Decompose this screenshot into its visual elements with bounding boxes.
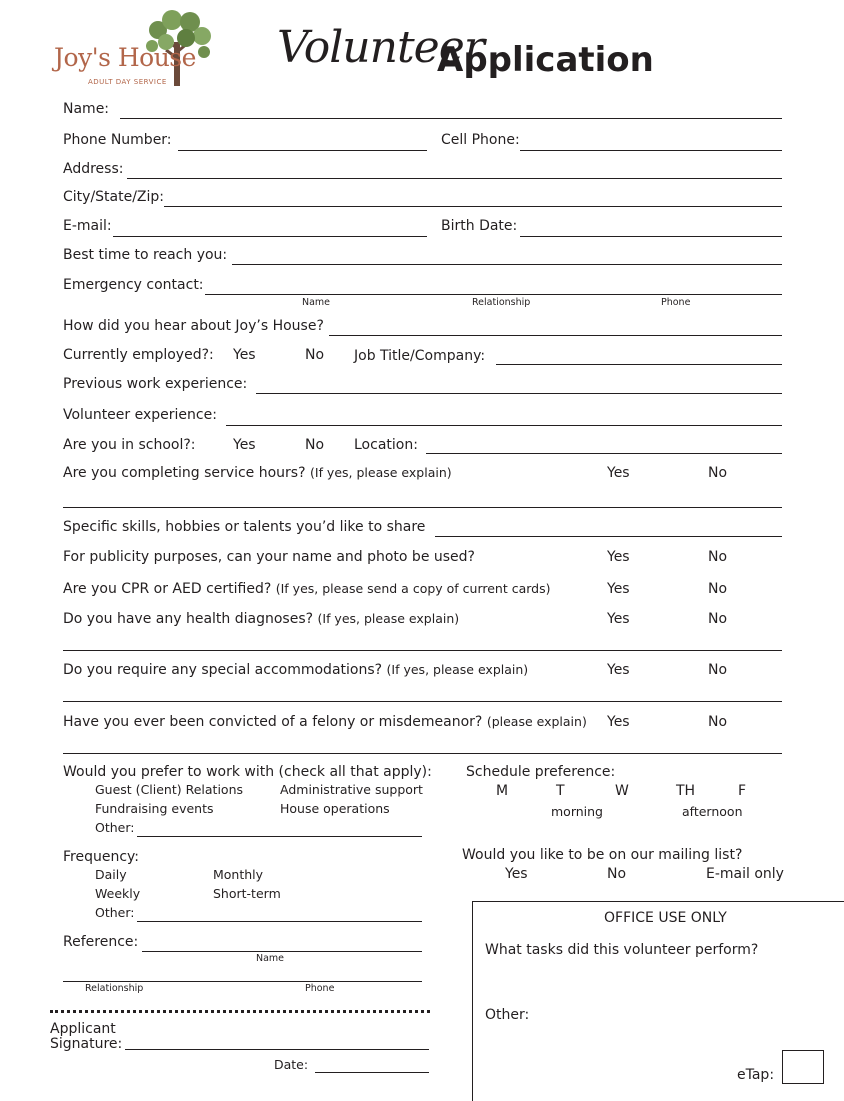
employed-label: Currently employed?:: [63, 347, 214, 363]
reference-contact-field[interactable]: [63, 981, 422, 982]
best-time-label: Best time to reach you:: [63, 247, 228, 263]
hear-field[interactable]: [329, 335, 782, 336]
skills-label: Specific skills, hobbies or talents you’d like to share: [63, 519, 426, 535]
publicity-label: For publicity purposes, can your name and photo be used?: [63, 549, 475, 565]
signature-label-line2: Signature:: [50, 1036, 123, 1052]
skills-field[interactable]: [435, 536, 782, 537]
service-hours-no[interactable]: No: [708, 465, 728, 481]
publicity-no[interactable]: No: [708, 549, 728, 565]
date-field[interactable]: [315, 1072, 429, 1073]
office-heading: OFFICE USE ONLY: [604, 910, 727, 926]
mailing-no[interactable]: No: [607, 866, 627, 882]
felony-yes[interactable]: Yes: [607, 714, 630, 730]
health-question: Do you have any health diagnoses?: [63, 611, 314, 627]
health-note: (If yes, please explain): [317, 611, 460, 626]
accommodations-note: (If yes, please explain): [386, 662, 529, 677]
schedule-heading: Schedule preference:: [466, 764, 616, 780]
reference-relationship-caption: Relationship: [85, 983, 144, 994]
office-other-label: Other:: [485, 1007, 530, 1023]
address-field[interactable]: [127, 178, 782, 179]
cpr-question: Are you CPR or AED certified?: [63, 581, 272, 597]
prefer-fundraising[interactable]: Fundraising events: [95, 801, 214, 816]
birth-label: Birth Date:: [441, 218, 518, 234]
signature-label-line1: Applicant: [50, 1021, 116, 1037]
health-yes[interactable]: Yes: [607, 611, 630, 627]
prefer-other-label: Other:: [95, 820, 135, 835]
dotted-divider: [50, 1010, 430, 1013]
service-hours-yes[interactable]: Yes: [607, 465, 630, 481]
emergency-phone-caption: Phone: [661, 297, 691, 308]
title-main: Application: [437, 40, 654, 80]
service-hours-question: Are you completing service hours?: [63, 465, 306, 481]
frequency-other-label: Other:: [95, 905, 135, 920]
birth-field[interactable]: [520, 236, 782, 237]
vol-exp-field[interactable]: [226, 425, 782, 426]
health-no[interactable]: No: [708, 611, 728, 627]
felony-question: Have you ever been convicted of a felony or misdemeanor?: [63, 714, 483, 730]
job-field[interactable]: [496, 364, 782, 365]
prev-work-field[interactable]: [256, 393, 782, 394]
etap-label: eTap:: [737, 1067, 775, 1083]
frequency-heading: Frequency:: [63, 849, 140, 865]
emergency-field[interactable]: [205, 294, 782, 295]
logo-tagline: ADULT DAY SERVICE: [88, 78, 167, 86]
schedule-day-w[interactable]: W: [615, 783, 629, 799]
date-label: Date:: [274, 1057, 309, 1072]
prefer-house[interactable]: House operations: [280, 801, 390, 816]
frequency-short-term[interactable]: Short-term: [213, 886, 281, 901]
reference-label: Reference:: [63, 934, 139, 950]
cpr-label: [63, 581, 551, 597]
emergency-label: Emergency contact:: [63, 277, 204, 293]
frequency-weekly[interactable]: Weekly: [95, 886, 141, 901]
publicity-yes[interactable]: Yes: [607, 549, 630, 565]
felony-note: (please explain): [486, 714, 587, 729]
reference-name-caption: Name: [256, 953, 285, 964]
phone-field[interactable]: [178, 150, 427, 151]
prefer-other-field[interactable]: [137, 836, 422, 837]
schedule-day-th[interactable]: TH: [676, 783, 696, 799]
schedule-day-m[interactable]: M: [496, 783, 509, 799]
frequency-other-field[interactable]: [137, 921, 422, 922]
location-field[interactable]: [426, 453, 782, 454]
vol-exp-label: Volunteer experience:: [63, 407, 217, 423]
location-label: Location:: [354, 437, 418, 453]
best-time-field[interactable]: [232, 264, 782, 265]
reference-name-field[interactable]: [142, 951, 422, 952]
name-field[interactable]: [120, 118, 782, 119]
cell-label: Cell Phone:: [441, 132, 520, 148]
emergency-name-caption: Name: [302, 297, 331, 308]
prefer-guest[interactable]: Guest (Client) Relations: [95, 782, 244, 797]
name-label: Name:: [63, 101, 110, 117]
emergency-relationship-caption: Relationship: [472, 297, 531, 308]
prefer-admin[interactable]: Administrative support: [280, 782, 423, 797]
frequency-monthly[interactable]: Monthly: [213, 867, 264, 882]
office-tasks-label: What tasks did this volunteer perform?: [485, 942, 759, 958]
health-field[interactable]: [63, 650, 782, 651]
mailing-yes[interactable]: Yes: [505, 866, 528, 882]
accommodations-no[interactable]: No: [708, 662, 728, 678]
city-field[interactable]: [164, 206, 782, 207]
service-hours-note: (If yes, please explain): [310, 465, 452, 480]
cpr-yes[interactable]: Yes: [607, 581, 630, 597]
schedule-day-t[interactable]: T: [556, 783, 565, 799]
logo-name: Joy's House: [54, 43, 196, 72]
felony-label: [63, 714, 587, 730]
cell-field[interactable]: [520, 150, 782, 151]
school-yes[interactable]: Yes: [233, 437, 256, 453]
accommodations-field[interactable]: [63, 701, 782, 702]
reference-phone-caption: Phone: [305, 983, 335, 994]
signature-field[interactable]: [125, 1049, 429, 1050]
schedule-day-f[interactable]: F: [738, 783, 747, 799]
school-label: Are you in school?:: [63, 437, 196, 453]
hear-label: How did you hear about Joy’s House?: [63, 318, 324, 334]
cpr-note: (If yes, please send a copy of current cards): [275, 581, 551, 596]
felony-field[interactable]: [63, 753, 782, 754]
mailing-email-only[interactable]: E-mail only: [706, 866, 784, 882]
phone-label: Phone Number:: [63, 132, 172, 148]
email-field[interactable]: [113, 236, 427, 237]
service-hours-field[interactable]: [63, 507, 782, 508]
title-script: Volunteer: [277, 22, 484, 73]
address-label: Address:: [63, 161, 124, 177]
prev-work-label: Previous work experience:: [63, 376, 248, 392]
job-label: Job Title/Company:: [354, 348, 486, 364]
health-label: [63, 611, 459, 627]
mailing-question: Would you like to be on our mailing list?: [462, 847, 743, 863]
employed-no[interactable]: No: [305, 347, 325, 363]
prefer-heading: Would you prefer to work with (check all that apply):: [63, 764, 432, 780]
email-label: E-mail:: [63, 218, 112, 234]
schedule-morning[interactable]: morning: [551, 804, 603, 819]
service-hours-label: [63, 465, 452, 481]
accommodations-yes[interactable]: Yes: [607, 662, 630, 678]
schedule-afternoon[interactable]: afternoon: [682, 804, 743, 819]
etap-field[interactable]: [782, 1050, 824, 1084]
cpr-no[interactable]: No: [708, 581, 728, 597]
employed-yes[interactable]: Yes: [233, 347, 256, 363]
felony-no[interactable]: No: [708, 714, 728, 730]
accommodations-label: [63, 662, 528, 678]
school-no[interactable]: No: [305, 437, 325, 453]
city-label: City/State/Zip:: [63, 189, 165, 205]
accommodations-question: Do you require any special accommodations?: [63, 662, 383, 678]
frequency-daily[interactable]: Daily: [95, 867, 127, 882]
